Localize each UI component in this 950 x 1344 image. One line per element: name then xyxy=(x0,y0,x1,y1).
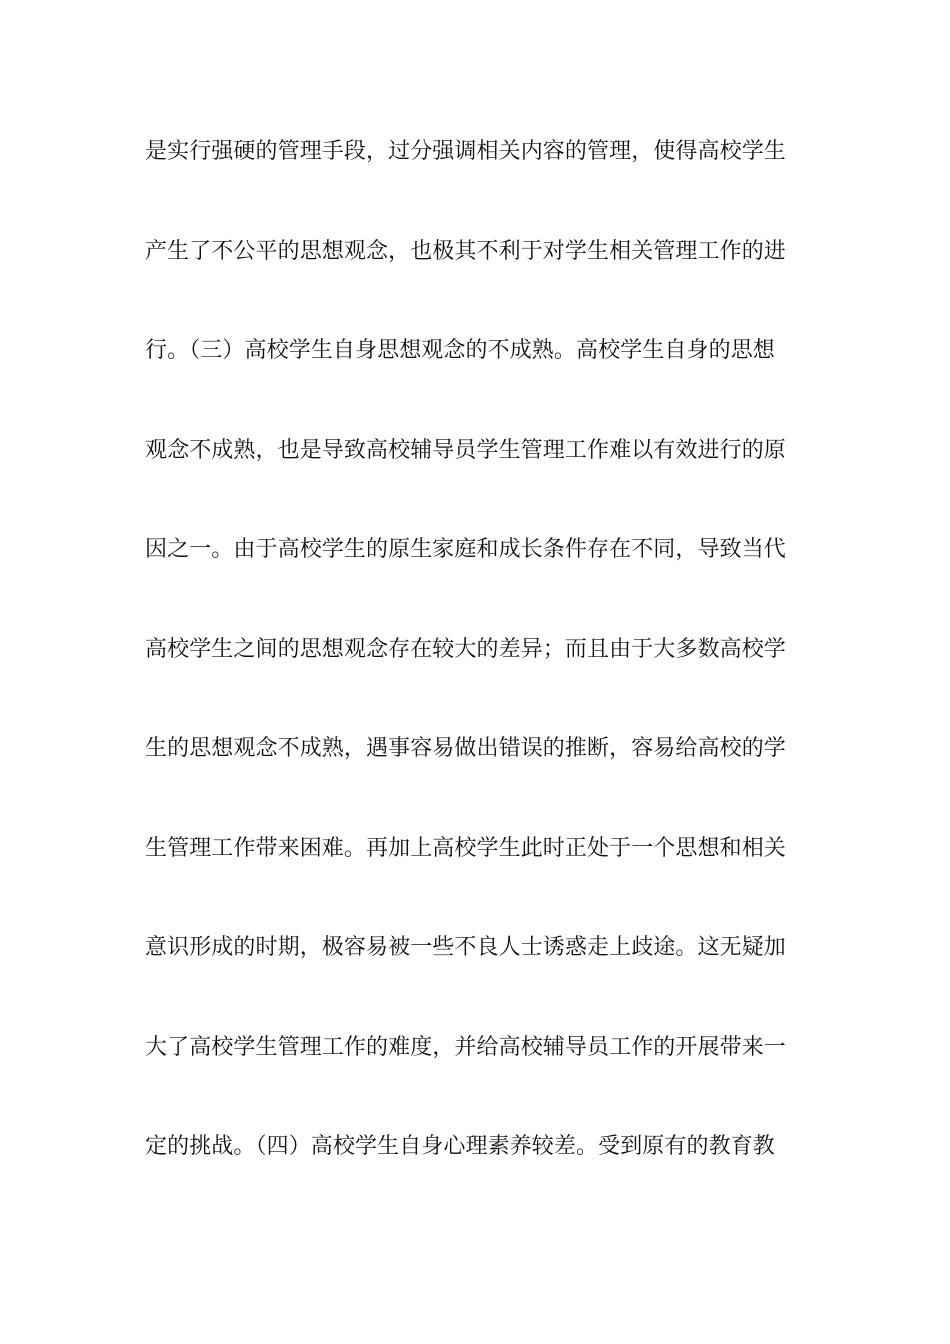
text-line: 行。（三）高校学生自身思想观念的不成熟。高校学生自身的思想 xyxy=(145,338,775,363)
text-line: 定的挑战。（四）高校学生自身心理素养较差。受到原有的教育教 xyxy=(145,1134,775,1159)
text-line: 大了高校学生管理工作的难度，并给高校辅导员工作的开展带来一 xyxy=(145,1034,786,1060)
text-line: 意识形成的时期，极容易被一些不良人士诱惑走上歧途。这无疑加 xyxy=(145,935,786,960)
text-line: 是实行强硬的管理手段，过分强调相关内容的管理，使得高校学生 xyxy=(145,139,786,164)
text-line: 产生了不公平的思想观念，也极其不利于对学生相关管理工作的进 xyxy=(145,238,786,264)
text-line: 生的思想观念不成熟，遇事容易做出错误的推断，容易给高校的学 xyxy=(145,736,786,761)
text-line: 观念不成熟，也是导致高校辅导员学生管理工作难以有效进行的原 xyxy=(145,437,786,463)
text-line: 生管理工作带来困难。再加上高校学生此时正处于一个思想和相关 xyxy=(145,835,786,861)
text-line: 因之一。由于高校学生的原生家庭和成长条件存在不同，导致当代 xyxy=(145,537,786,562)
body-text xyxy=(145,126,805,1221)
text-line: 高校学生之间的思想观念存在较大的差异；而且由于大多数高校学 xyxy=(145,636,786,662)
